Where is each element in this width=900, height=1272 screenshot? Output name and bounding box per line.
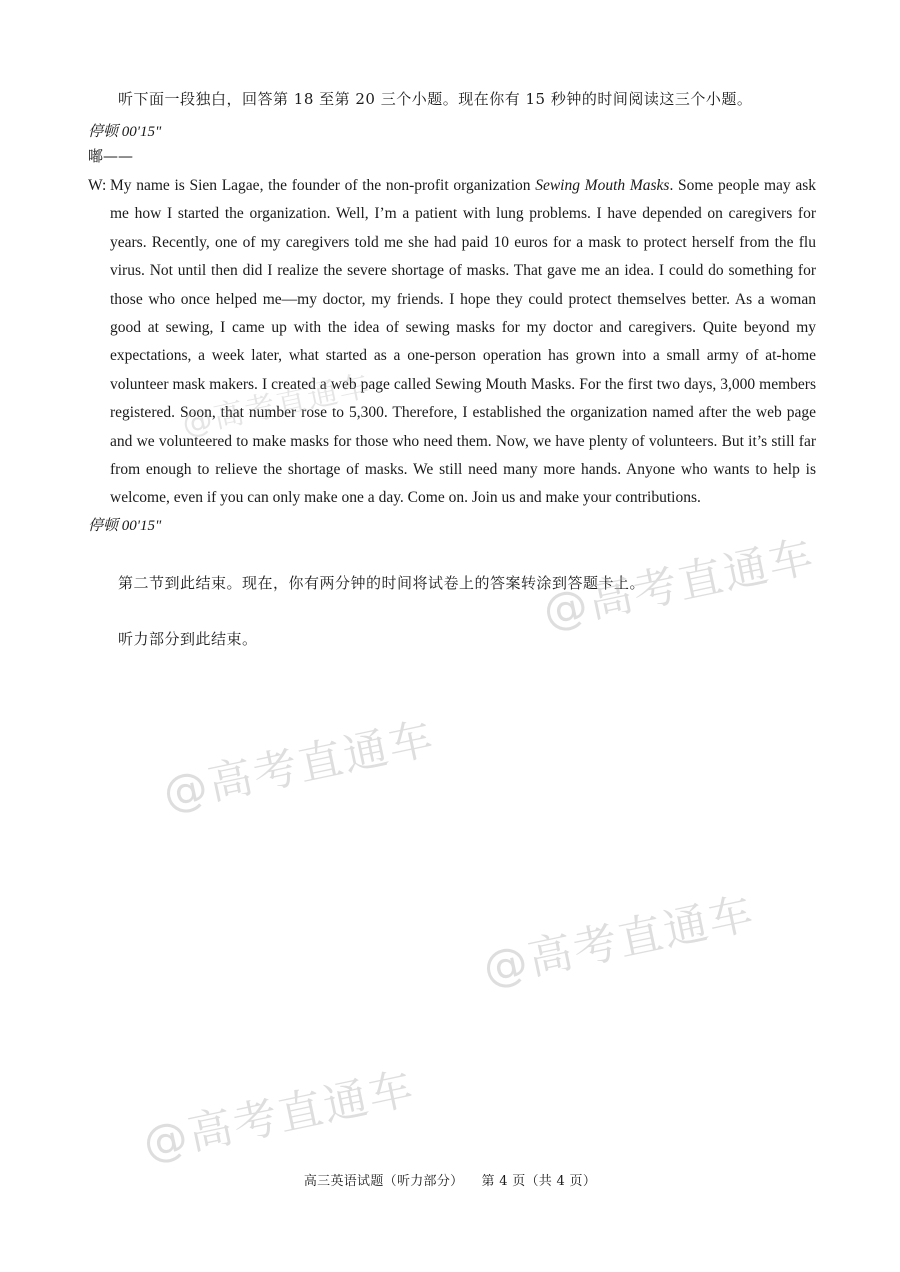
pause-marker-end: 停顿 00'15" [88,518,162,534]
monologue-text [110,172,816,513]
page-number: 第 4 页（共 4 页） [481,1174,597,1189]
beep-cue: 嘟—— [88,147,134,165]
watermark: @高考直通车 [138,1062,420,1171]
organization-name: Sewing Mouth Masks [535,177,670,194]
section-intro-instruction: 听下面一段独白，回答第 18 至第 20 三个小题。现在你有 15 秒钟的时间阅读这三个小题。 [118,90,753,108]
watermark: @高考直通车 [179,368,375,443]
monologue-part-2: . Some people may ask me how I started the organization. Well, I’m a patient with lung problems. I have depended on caregivers for years. Recently, one of my caregivers told me she had paid 10 euros for a mask to protect herself from the flu virus. Not until then did I realize the severe shortage of masks. That gave me an idea. I could do something for those who once helped me—my doctor, my friends. I hope they could protect themselves better. As a woman good at sewing, I came up with the idea of sewing masks for my doctor and caregivers. Quite beyond my expectations, a week later, what started as a one-person operation has grown into a small army of at-home volunteer mask makers. I created a web page called Sewing Mouth Masks. For the first two days, 3,000 members registered. Soon, that number rose to 5,300. Therefore, I established the organization named after the web page and we volunteered to make masks for those who need them. Now, we have plenty of volunteers. But it’s still far from enough to relieve the shortage of masks. We still need many more hands. Anyone who wants to help is welcome, even if you can only make one a day. Come on. Join us and make your contributions. [110,177,816,507]
listening-end-notice: 听力部分到此结束。 [118,630,258,648]
monologue-transcript [88,172,816,513]
pause-marker: 停顿 00'15" [88,124,162,140]
monologue-part-1: My name is Sien Lagae, the founder of the non-profit organization [110,177,536,194]
section-end-notice: 第二节到此结束。现在，你有两分钟的时间将试卷上的答案转涂到答题卡上。 [118,574,646,592]
page-footer [0,1170,900,1189]
speaker-label: W: [88,177,107,194]
watermark: @高考直通车 [158,712,440,821]
watermark: @高考直通车 [478,887,760,996]
watermark: @高考直通车 [538,530,820,639]
exam-title: 高三英语试题（听力部分） [303,1174,464,1189]
